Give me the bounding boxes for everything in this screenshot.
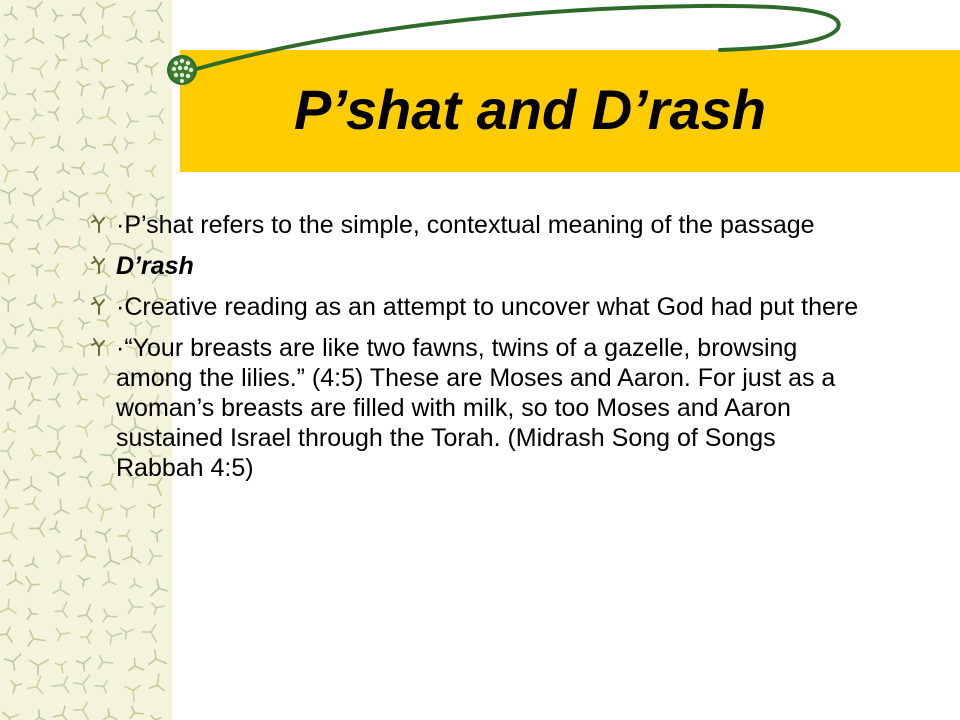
bullet-prefix: · xyxy=(116,293,125,321)
bullet-text: P’shat refers to the simple, contextual meaning of the passage xyxy=(124,211,815,239)
slide-title: P’shat and D’rash xyxy=(293,78,766,141)
bullet-item xyxy=(90,210,870,240)
branch-bullet-icon xyxy=(90,337,108,357)
bullet-text: “Your breasts are like two fawns, twins of a gazelle, browsing among the lilies.” (4:5) These are Moses and Aaron. For just as a woman’s breasts are filled with milk, so too Moses and Aaron sustained Israel through the Torah. (Midrash Song of Songs Rabbah 4:5) xyxy=(116,334,836,482)
bullet-prefix: · xyxy=(116,211,125,239)
green-swoosh-line xyxy=(186,6,839,72)
bullet-item xyxy=(90,292,870,322)
bullet-item xyxy=(90,251,870,281)
bullet-list xyxy=(90,210,870,494)
branch-bullet-icon xyxy=(90,214,108,234)
bullet-text: D’rash xyxy=(116,252,194,280)
bullet-prefix: · xyxy=(116,334,125,362)
branch-bullet-icon xyxy=(90,296,108,316)
bullet-item xyxy=(90,333,870,483)
bullet-text: Creative reading as an attempt to uncover what God had put there xyxy=(124,293,859,321)
branch-bullet-icon xyxy=(90,255,108,275)
